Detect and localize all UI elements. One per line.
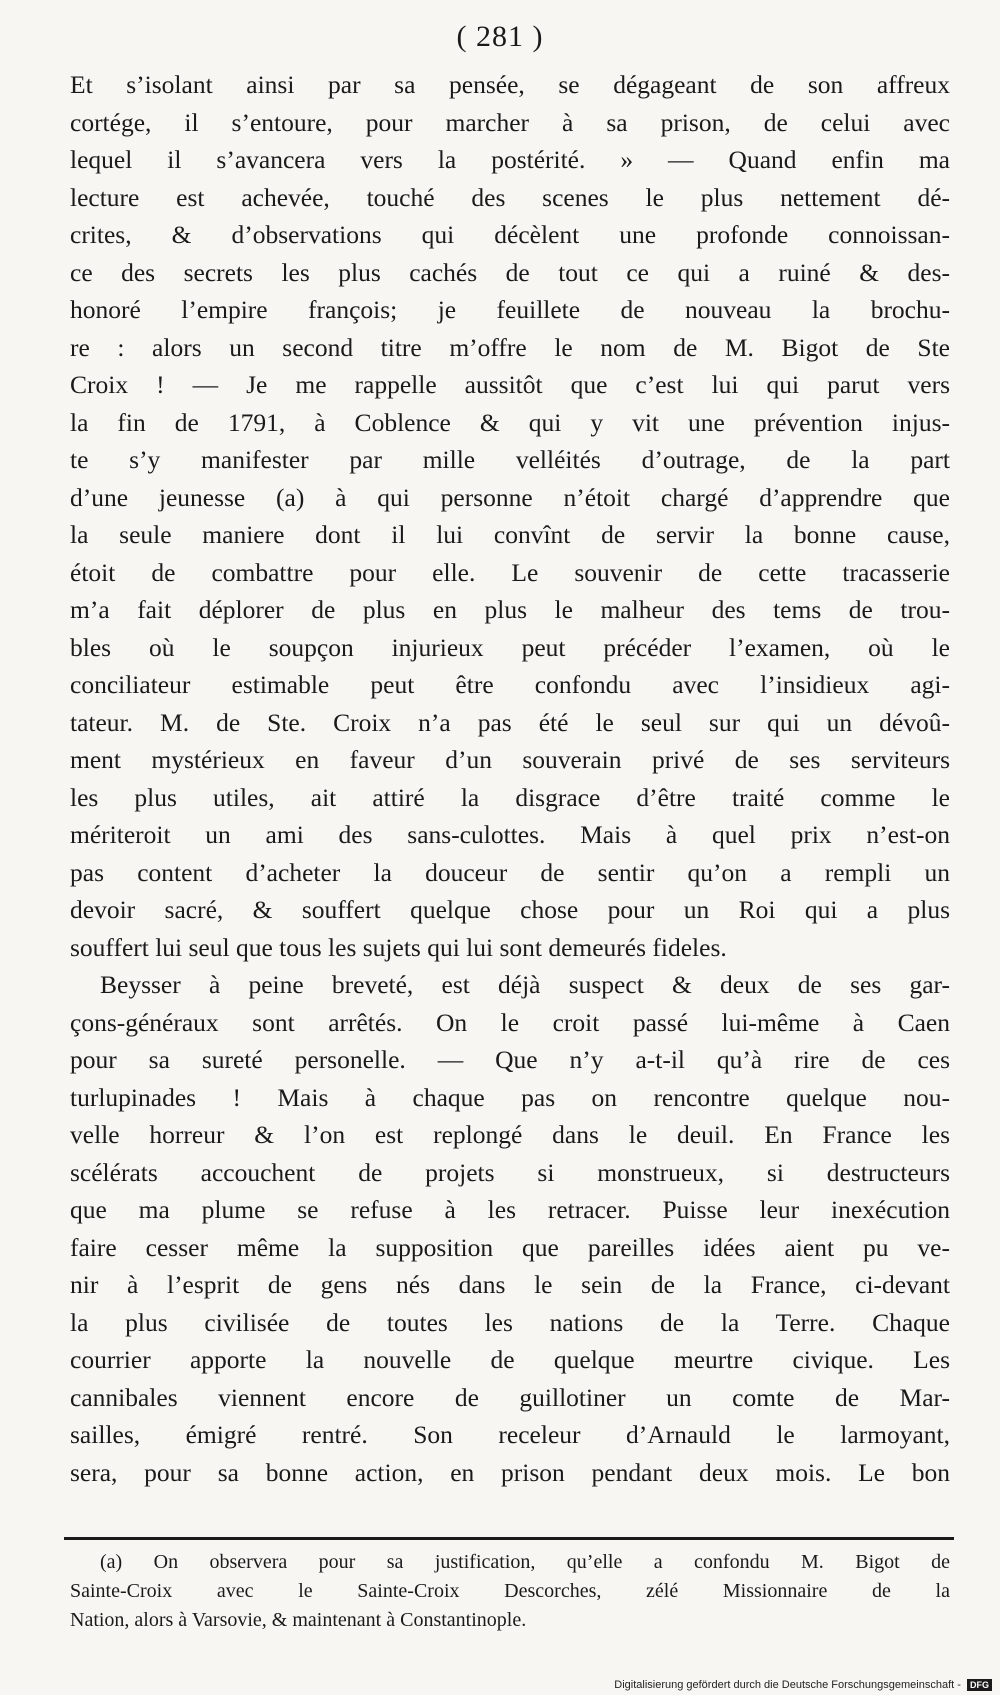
- text-line: pas content d’acheter la douceur de sentir qu’on a rempli un: [70, 857, 950, 887]
- text-line: çons-généraux sont arrêtés. On le croit passé lui-même à Caen: [70, 1007, 950, 1037]
- footnote-block: [70, 1548, 950, 1635]
- text-line: conciliateur estimable peut être confondu avec l’insidieux agi-: [70, 670, 950, 699]
- text-line: que ma plume se refuse à les retracer. Puisse leur inexécution: [70, 1195, 950, 1224]
- text-line: sera, pour sa bonne action, en prison pendant deux mois. Le bon: [70, 1457, 950, 1487]
- text-line: Beysser à peine breveté, est déjà suspect & deux de ses gar-: [100, 970, 950, 999]
- footnote-line: (a) On observera pour sa justification, qu’elle a confondu M. Bigot de: [100, 1551, 950, 1573]
- text-line: d’une jeunesse (a) à qui personne n’étoit chargé d’apprendre que: [70, 482, 950, 512]
- text-line: devoir sacré, & souffert quelque chose pour un Roi qui a plus: [70, 895, 950, 924]
- text-line: tateur. M. de Ste. Croix n’a pas été le seul sur qui un dévoû-: [70, 707, 950, 737]
- text-line: faire cesser même la supposition que pareilles idées aient pu ve-: [70, 1232, 950, 1262]
- text-line: m’a fait déplorer de plus en plus le malheur des tems de trou-: [70, 595, 950, 624]
- text-line: étoit de combattre pour elle. Le souvenir de cette tracasserie: [70, 557, 950, 587]
- text-line: pour sa sureté personelle. — Que n’y a-t-il qu’à rire de ces: [70, 1045, 950, 1074]
- text-line: crites, & d’observations qui décèlent une profonde connoissan-: [70, 220, 950, 249]
- text-line: mériteroit un ami des sans-culottes. Mais à quel prix n’est-on: [70, 820, 950, 849]
- footnote-line: Nation, alors à Varsovie, & maintenant à Constantinople.: [70, 1609, 527, 1631]
- text-line: scélérats accouchent de projets si monstrueux, si destructeurs: [70, 1157, 950, 1187]
- digitization-credit: [614, 1679, 992, 1691]
- text-line: lecture est achevée, touché des scenes le plus nettement dé-: [70, 182, 950, 212]
- text-line: velle horreur & l’on est replongé dans le deuil. En France les: [70, 1120, 950, 1149]
- text-line: la seule maniere dont il lui convînt de servir la bonne cause,: [70, 520, 950, 549]
- text-line: sailles, émigré rentré. Son receleur d’Arnauld le larmoyant,: [70, 1420, 950, 1449]
- text-line: cortége, il s’entoure, pour marcher à sa prison, de celui avec: [70, 107, 950, 137]
- footnote-divider: [64, 1537, 954, 1540]
- text-line: la plus civilisée de toutes les nations de la Terre. Chaque: [70, 1307, 950, 1337]
- text-line: Croix ! — Je me rappelle aussitôt que c’est lui qui parut vers: [70, 370, 950, 399]
- dfg-logo-icon: DFG: [967, 1679, 992, 1691]
- text-line: cannibales viennent encore de guillotiner un comte de Mar-: [70, 1382, 950, 1412]
- main-text-block: [70, 66, 950, 1491]
- text-line: ce des secrets les plus cachés de tout ce qui a ruiné & des-: [70, 257, 950, 287]
- text-line: ment mystérieux en faveur d’un souverain privé de ses serviteurs: [70, 745, 950, 774]
- text-line: te s’y manifester par mille velléités d’outrage, de la part: [70, 445, 950, 474]
- text-line: honoré l’empire françois; je feuillete de nouveau la brochu-: [70, 295, 950, 324]
- text-line: Et s’isolant ainsi par sa pensée, se dégageant de son affreux: [70, 70, 950, 99]
- text-line: courrier apporte la nouvelle de quelque meurtre civique. Les: [70, 1345, 950, 1374]
- page-number: ( 281 ): [456, 20, 544, 53]
- text-line: turlupinades ! Mais à chaque pas on rencontre quelque nou-: [70, 1082, 950, 1112]
- text-line: bles où le soupçon injurieux peut précéder l’examen, où le: [70, 632, 950, 662]
- text-line: re : alors un second titre m’offre le nom de M. Bigot de Ste: [70, 332, 950, 362]
- footnote-line: Sainte-Croix avec le Sainte-Croix Descorches, zélé Missionnaire de la: [70, 1580, 950, 1602]
- text-line: nir à l’esprit de gens nés dans le sein de la France, ci-devant: [70, 1270, 950, 1299]
- credit-text: Digitalisierung gefördert durch die Deutsche Forschungsgemeinschaft -: [614, 1678, 961, 1691]
- text-line: les plus utiles, ait attiré la disgrace d’être traité comme le: [70, 782, 950, 812]
- text-line: lequel il s’avancera vers la postérité. » — Quand enfin ma: [70, 145, 950, 174]
- text-line: souffert lui seul que tous les sujets qui lui sont demeurés fideles.: [70, 932, 727, 962]
- text-line: la fin de 1791, à Coblence & qui y vit une prévention injus-: [70, 407, 950, 437]
